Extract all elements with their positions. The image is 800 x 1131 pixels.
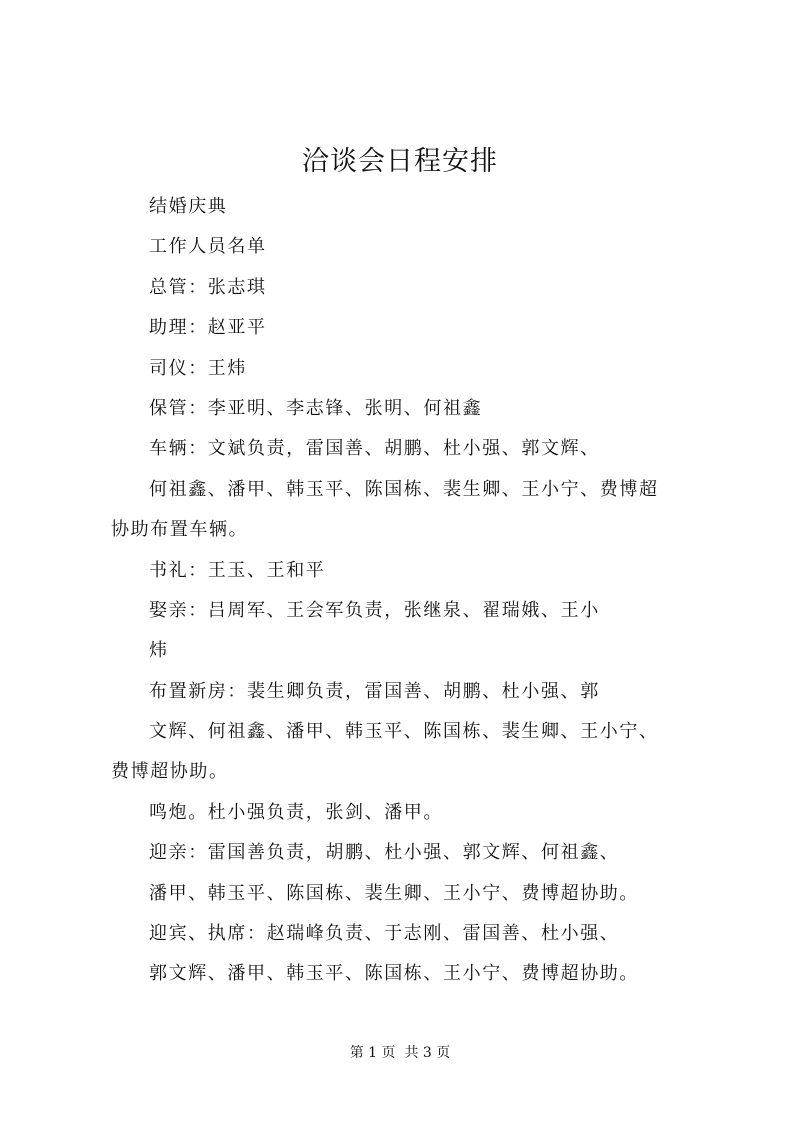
- paragraph-line: 迎宾、执席：赵瑞峰负责、于志刚、雷国善、杜小强、: [149, 923, 620, 945]
- paragraph-line: 费博超协助。: [111, 761, 229, 783]
- page-number-label: 第 1 页 共 3 页: [349, 1045, 451, 1061]
- paragraph-line: 迎亲：雷国善负责，胡鹏、杜小强、郭文辉、何祖鑫、: [149, 842, 620, 864]
- paragraph-line: 司仪：王炜: [149, 357, 247, 379]
- paragraph-line: 总管：张志琪: [149, 276, 267, 298]
- paragraph-line: 工作人员名单: [149, 236, 267, 258]
- paragraph-line: 助理：赵亚平: [149, 317, 267, 339]
- paragraph-line: 郭文辉、潘甲、韩玉平、陈国栋、王小宁、费博超协助。: [149, 963, 639, 985]
- paragraph-line: 文辉、何祖鑫、潘甲、韩玉平、陈国栋、裴生卿、王小宁、: [149, 721, 659, 743]
- page-footer: [0, 1043, 800, 1063]
- body-text: [111, 187, 731, 995]
- paragraph-line: 何祖鑫、潘甲、韩玉平、陈国栋、裴生卿、王小宁、费博超: [149, 478, 659, 500]
- paragraph-line: 书礼：王玉、王和平: [149, 559, 326, 581]
- paragraph-line: 鸣炮。杜小强负责，张剑、潘甲。: [149, 801, 443, 823]
- paragraph-line: 结婚庆典: [149, 196, 228, 217]
- paragraph-line: 协助布置车辆。: [111, 519, 249, 541]
- paragraph-line: 车辆：文斌负责，雷国善、胡鹏、杜小强、郭文辉、: [149, 438, 600, 460]
- paragraph-line: 布置新房：裴生卿负责，雷国善、胡鹏、杜小强、郭: [149, 680, 600, 702]
- paragraph-line: 保管：李亚明、李志锋、张明、何祖鑫: [149, 397, 483, 419]
- paragraph-line: 炜: [149, 640, 169, 662]
- paragraph-line: 娶亲：吕周军、王会军负责，张继泉、翟瑞娥、王小: [149, 599, 600, 621]
- paragraph-line: 潘甲、韩玉平、陈国栋、裴生卿、王小宁、费博超协助。: [149, 882, 639, 904]
- page-title: 洽谈会日程安排: [302, 146, 498, 177]
